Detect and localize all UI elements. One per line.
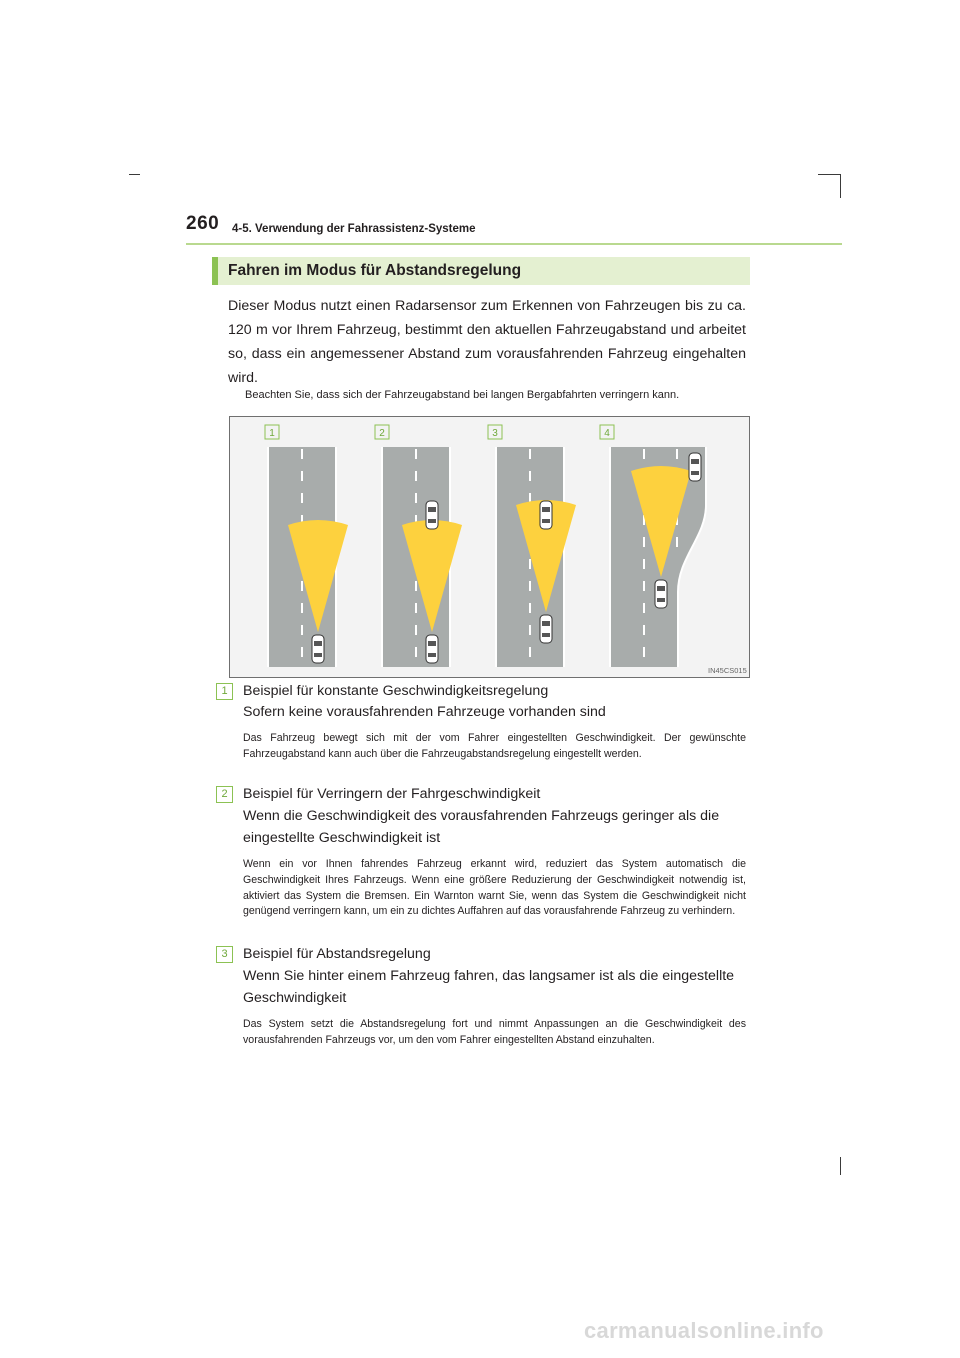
- item-number-badge: 3: [216, 946, 233, 963]
- item-body: Das Fahrzeug bewegt sich mit der vom Fahrer eingestellten Geschwindigkeit. Der gewünschte Fahrzeugabstand kann auch über die Fahrzeugabstandsregelung eingestellt werden.: [243, 732, 746, 760]
- item-number-badge: 1: [216, 683, 233, 700]
- crop-mark: [840, 1157, 841, 1175]
- header-rule: [186, 243, 842, 245]
- car-icon: [426, 501, 438, 529]
- watermark: carmanualsonline.info: [584, 1318, 824, 1343]
- item-subtitle: Wenn Sie hinter einem Fahrzeug fahren, das langsamer ist als die eingestellte Geschwindigkeit: [243, 968, 735, 1006]
- item-title: Beispiel für Abstandsregelung: [243, 946, 431, 962]
- scenario-label-text: 2: [379, 428, 385, 439]
- car-icon: [655, 580, 667, 608]
- scenario-label: [488, 425, 502, 439]
- item-subtitle: Sofern keine vorausfahrenden Fahrzeuge vorhanden sind: [243, 704, 606, 720]
- radar-illustration: [229, 416, 750, 678]
- page-number: 260: [186, 213, 220, 234]
- section-title: Fahren im Modus für Abstandsregelung: [228, 262, 522, 279]
- crop-mark: [129, 174, 140, 175]
- figure-code: IN45CS015: [708, 666, 747, 675]
- car-icon: [312, 635, 324, 663]
- chapter-title: 4-5. Verwendung der Fahrassistenz-Systeme: [232, 223, 476, 235]
- scenario-label: [600, 425, 614, 439]
- item-title: Beispiel für konstante Geschwindigkeitsregelung: [243, 683, 549, 699]
- item-body: Das System setzt die Abstandsregelung fort und nimmt Anpassungen an die Geschwindigkeit des vorausfahrenden Fahrzeugs vor, um den vom Fahrer eingestellten Abstand einzuhalten.: [243, 1018, 746, 1046]
- radar-illustration-svg: [230, 417, 751, 679]
- car-icon: [689, 453, 701, 481]
- crop-mark: [818, 174, 840, 175]
- scenario-label-text: 4: [604, 428, 610, 439]
- scenario-label-text: 1: [269, 428, 275, 439]
- intro-paragraph: Dieser Modus nutzt einen Radarsensor zum Erkennen von Fahrzeugen bis zu ca. 120 m vor Ihrem Fahrzeug, bestimmt den aktuellen Fahrzeugabstand und arbeitet so, dass ein angemessener Abstand zum vorausfahrenden Fahrzeug eingehalten wird.: [228, 298, 746, 386]
- scenario-label: [375, 425, 389, 439]
- item-subtitle: Wenn die Geschwindigkeit des vorausfahrenden Fahrzeugs geringer als die eingestellte Geschwindigkeit ist: [243, 808, 720, 846]
- scenario-label: [265, 425, 279, 439]
- scenario-label-text: 3: [492, 428, 498, 439]
- car-icon: [426, 635, 438, 663]
- car-icon: [540, 501, 552, 529]
- item-number-badge: 2: [216, 786, 233, 803]
- note-paragraph: Beachten Sie, dass sich der Fahrzeugabstand bei langen Bergabfahrten verringern kann.: [245, 389, 680, 401]
- section-heading: [212, 257, 750, 285]
- crop-mark: [840, 174, 841, 198]
- item-title: Beispiel für Verringern der Fahrgeschwindigkeit: [243, 786, 541, 802]
- item-body: Wenn ein vor Ihnen fahrendes Fahrzeug erkannt wird, reduziert das System automatisch die Geschwindigkeit Ihres Fahrzeugs. Wenn eine größere Reduzierung der Geschwindigkeit notwendig ist, aktiviert das System die Bremsen. Ein Warnton warnt Sie, wenn das System die Geschwindigkeit nicht genügend verringern kann, um ein zu dichtes Auffahren auf das vorausfahrende Fahrzeug zu verhindern.: [243, 858, 746, 918]
- car-icon: [540, 615, 552, 643]
